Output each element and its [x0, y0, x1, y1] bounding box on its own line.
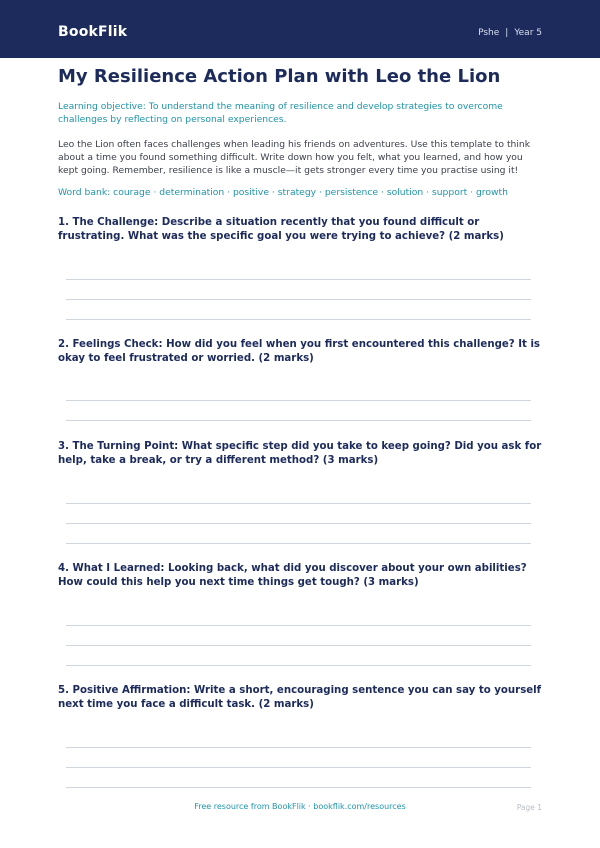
answer-line[interactable]: [66, 787, 531, 788]
word-bank: Word bank: courage · determination · positive · strategy · persistence · solution · support · growth: [58, 187, 508, 198]
question-5: 5. Positive Affirmation: Write a short, encouraging sentence you can say to yourself next time you face a difficult task. (2 marks): [58, 685, 542, 710]
answer-line[interactable]: [66, 279, 531, 280]
meta-separator: |: [505, 28, 509, 38]
answer-line[interactable]: [66, 625, 531, 626]
answer-line[interactable]: [66, 543, 531, 544]
answer-line[interactable]: [66, 420, 531, 421]
worksheet-title: My Resilience Action Plan with Leo the Lion: [58, 66, 501, 87]
question-2: 2. Feelings Check: How did you feel when you first encountered this challenge? It is okay to feel frustrated or worried. (2 marks): [58, 339, 541, 364]
answer-line[interactable]: [66, 299, 531, 300]
answer-line[interactable]: [66, 767, 531, 768]
page-number: Page 1: [516, 803, 542, 812]
header-meta: [478, 28, 542, 38]
answer-line[interactable]: [66, 523, 531, 524]
answer-line[interactable]: [66, 319, 531, 320]
brand-logo-text: BookFlik: [58, 24, 128, 40]
answer-line[interactable]: [66, 645, 531, 646]
question-1: 1. The Challenge: Describe a situation recently that you found difficult or frustrating. What was the specific goal you were trying to achieve? (2 marks): [58, 217, 504, 242]
question-3: 3. The Turning Point: What specific step did you take to keep going? Did you ask for help, take a break, or try a different method? (3 marks): [58, 441, 542, 466]
answer-line[interactable]: [66, 400, 531, 401]
footer-link[interactable]: Free resource from BookFlik · bookflik.com/resources: [194, 802, 406, 811]
page-header: [0, 0, 600, 58]
question-4: 4. What I Learned: Looking back, what did you discover about your own abilities? How could this help you next time things get tough? (3 marks): [58, 563, 527, 588]
answer-line[interactable]: [66, 503, 531, 504]
learning-objective: Learning objective: To understand the meaning of resilience and develop strategies to overcome challenges by reflecting on personal experiences.: [58, 101, 503, 125]
answer-line[interactable]: [66, 665, 531, 666]
year-label: Year 5: [514, 28, 542, 38]
subject-label: Pshe: [478, 28, 500, 38]
answer-line[interactable]: [66, 747, 531, 748]
intro-paragraph: Leo the Lion often faces challenges when leading his friends on adventures. Use this template to think about a time you found something difficult. Write down how you felt, what you learned, and how you kept going. Remember, resilience is like a muscle—it gets stronger every time you practise using it!: [58, 139, 531, 176]
